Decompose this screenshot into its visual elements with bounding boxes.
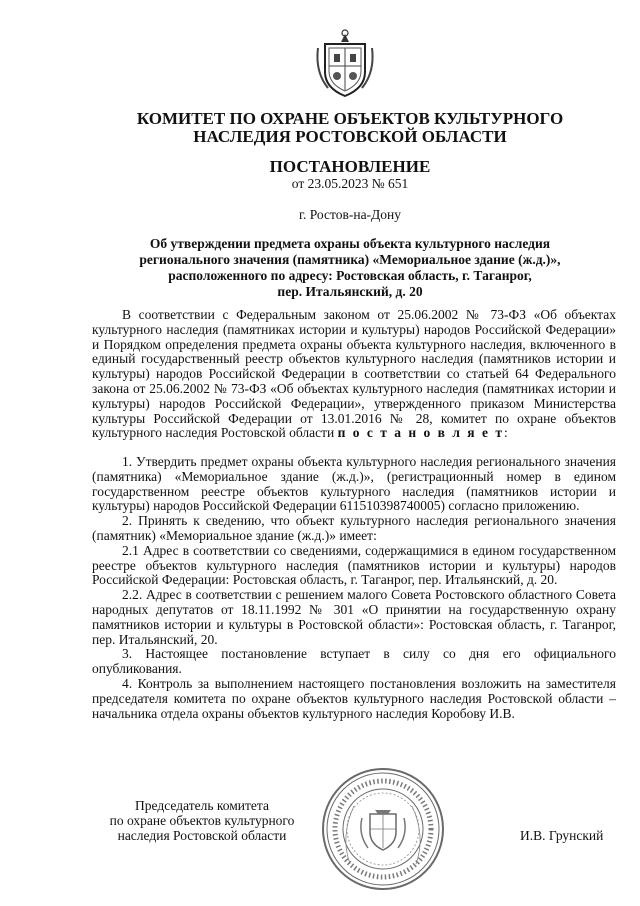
subject-line-2: регионального значения (памятника) «Мемориальное здание (ж.д.)», — [139, 252, 561, 267]
signatory-position-line-2: по охране объектов культурного — [109, 813, 295, 828]
subject-line-1: Об утверждении предмета охраны объекта культурного наследия — [149, 236, 551, 251]
decree-item: 2.1 Адрес в соответствии со сведениями, содержащимися в едином государственном реестре объектов культурного наследия (памятников истории и культуры) народов Российской Федерации: Ростовская область, г. Таганрог, пер. Итальянский, д. 20. — [92, 542, 616, 588]
document-title: ПОСТАНОВЛЕНИЕ — [269, 157, 431, 176]
subject-line-4: пер. Итальянский, д. 20 — [277, 284, 423, 299]
document-date-number: от 23.05.2023 № 651 — [291, 176, 409, 191]
signatory-position-line-3: наследия Ростовской области — [117, 828, 287, 843]
signatory-name: И.В. Грунский — [520, 828, 604, 843]
decree-colon: : — [503, 425, 508, 441]
document-subject — [40, 236, 640, 300]
signatory-position-line-1: Председатель комитета — [135, 798, 269, 813]
organization-name — [40, 110, 640, 146]
coat-of-arms-icon — [316, 28, 374, 100]
decree-item: 2.2. Адрес в соответствии с решением малого Совета Ростовского областного Совета народных депутатов от 18.11.1992 № 301 «О принятии на государственную охрану памятников истории и культуры в Ростовской области»: Ростовская область, г. Таганрог, пер. Итальянский, 20. — [92, 587, 616, 647]
official-seal-icon — [320, 766, 446, 892]
preamble-text: В соответствии с Федеральным законом от 25.06.2002 № 73-ФЗ «Об объектах культурного наследия (памятниках истории и культуры) народов Российской Федерации» и Порядком определения предмета охраны объекта культурного наследия, включенного в единый государственный реестр объектов культурного наследия (памятников истории и культуры) народов Российской Федерации в соответствии со статьей 64 Федерального закона от 25.06.2002 № 73-ФЗ «Об объектах культурного наследия (памятниках истории и культуры) народов Российской Федерации», утвержденного приказом Министерства культуры Российской Федерации от 13.01.2016 № 28, комитет по охране объектов культурного наследия Ростовской области — [92, 307, 616, 441]
organization-line-2: НАСЛЕДИЯ РОСТОВСКОЙ ОБЛАСТИ — [193, 127, 507, 146]
decree-item: 2. Принять к сведению, что объект культурного наследия регионального значения (памятник) «Мемориальное здание (ж.д.)» имеет: — [92, 513, 616, 543]
document-city: г. Ростов-на-Дону — [298, 207, 401, 222]
decree-item: 3. Настоящее постановление вступает в силу со дня его официального опубликования. — [92, 646, 616, 677]
subject-line-3: расположенного по адресу: Ростовская область, г. Таганрог, — [168, 268, 532, 283]
signatory-position — [96, 798, 308, 843]
decree-item: 1. Утвердить предмет охраны объекта культурного наследия регионального значения (памятника) «Мемориальное здание (ж.д.)», (регистрационный номер в едином государственном реестре объектов культурного наследия (памятников истории и культуры) народов Российской Федерации 611510398740005) согласно приложению. — [92, 454, 616, 514]
preamble-paragraph — [92, 308, 616, 441]
decree-items — [92, 455, 616, 721]
decree-word: п о с т а н о в л я е т — [337, 425, 504, 441]
organization-line-1: КОМИТЕТ ПО ОХРАНЕ ОБЪЕКТОВ КУЛЬТУРНОГО — [136, 109, 564, 128]
decree-item: 4. Контроль за выполнением настоящего постановления возложить на заместителя председателя комитета по охране объектов культурного наследия Ростовской области – начальника отдела охраны объектов культурного наследия Коробову И.В. — [92, 675, 616, 721]
